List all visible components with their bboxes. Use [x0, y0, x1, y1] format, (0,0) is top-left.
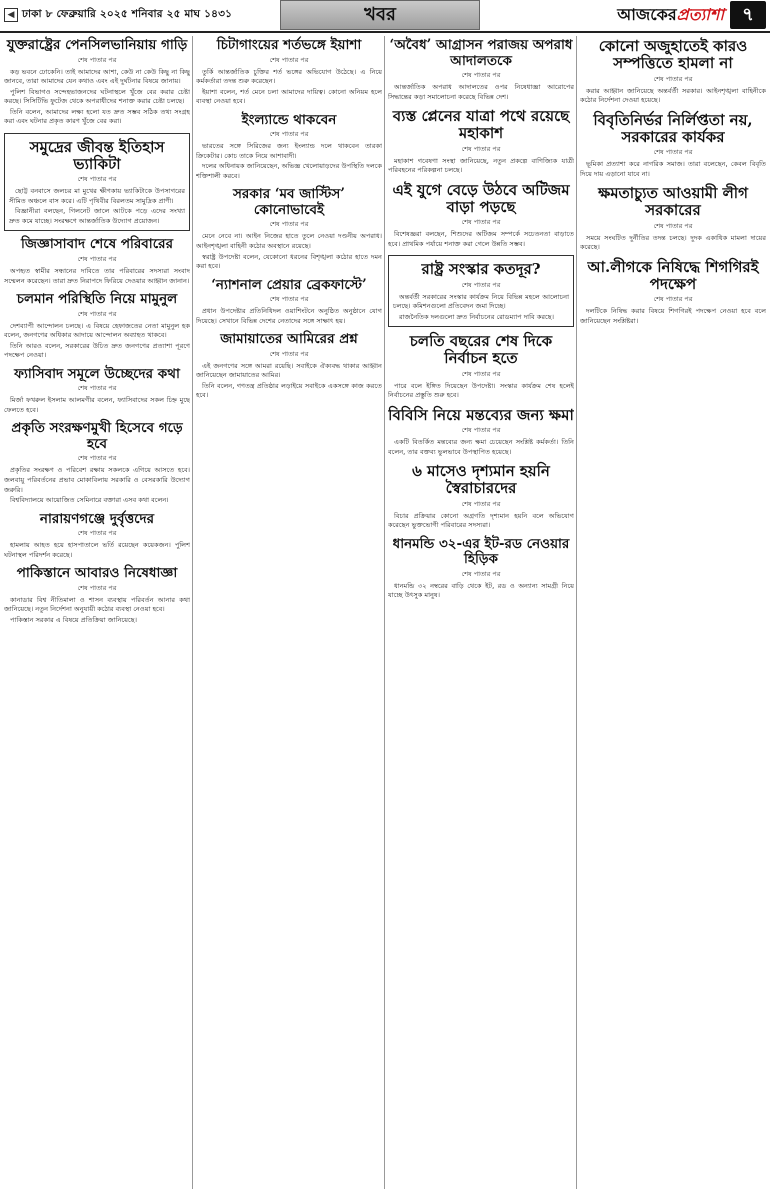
continued-label: শেষ পাতার পর — [461, 569, 501, 578]
article-paragraph: স্বরাষ্ট্র উপদেষ্টা বলেন, যেকোনো ধরনের বিশৃঙ্খলা কঠোর হাতে দমন করা হবে। — [196, 252, 382, 271]
article-body — [388, 157, 574, 176]
article — [388, 182, 574, 250]
article-paragraph: এই জনগণের সঙ্গে আমরা রয়েছি। সবাইকে ঐক্যবদ্ধ থাকার আহ্বান জানিয়েছেন জামায়াতের আমির। — [196, 361, 382, 380]
continued-label: শেষ পাতার পর — [77, 255, 117, 263]
column-2 — [196, 36, 382, 1189]
article — [4, 133, 190, 232]
article-paragraph: কড় ভবনে ঢোকেনি। তাই আমাদের আশা, কেউ না কেউ কিছু না কিছু জানবে, তারা আমাদের যেন কথাও এবং এই দুর্ঘটনার বিষয়ে জানায়। — [4, 67, 190, 86]
article-body — [4, 541, 190, 560]
article-paragraph: মেনে নেবে না। আইন নিজের হাতে তুলে নেওয়া দণ্ডনীয় অপরাধ। আইনশৃঙ্খলা বাহিনী কঠোর অবস্থানে রয়েছে। — [196, 232, 382, 250]
continued-label: শেষ পাতার পর — [461, 426, 501, 435]
article-paragraph: অপহৃত স্বামীর সন্ধানের দাবিতে তার পরিবারের সদস্যরা সংবাদ সম্মেলন করেছেন। তারা দ্রুত নিরাপদে ফিরিয়ে দেওয়ার আহ্বান জানান। — [4, 267, 190, 285]
article-paragraph: প্রকৃতির সংরক্ষণ ও পরিবেশ রক্ষায় সকলকে এগিয়ে আসতে হবে। জলবায়ু পরিবর্তনের প্রভাব মোকাবিলায় সরকারি ও বেসরকারি উদ্যোগ জরুরি। — [4, 466, 190, 494]
article-paragraph: পাকিস্তান সরকার এ বিষয়ে প্রতিক্রিয়া জানিয়েছে। — [10, 615, 137, 624]
article-paragraph: বিজ্ঞানীরা বলছেন, গিলনেট জালে আটকে পড়ে এদের সংখ্যা দ্রুত কমে যাচ্ছে। সংরক্ষণে আন্তর্জাতিক উদ্যোগ প্রয়োজন। — [9, 207, 185, 225]
article — [196, 187, 382, 271]
article — [580, 259, 766, 327]
column-1 — [4, 36, 190, 1189]
article — [196, 38, 382, 107]
column-divider — [384, 36, 385, 1189]
article-headline: ব্যস্ত প্লেনের যাত্রা পথে রয়েছে মহাকাশ — [392, 107, 570, 143]
article-body — [4, 396, 190, 415]
article-headline: নারায়ণগঞ্জে দুর্বৃত্তদের — [39, 510, 155, 527]
article-headline: চলতি বছরের শেষ দিকে নির্বাচন হতে — [409, 332, 553, 368]
continued-label: শেষ পাতার পর — [653, 148, 693, 157]
article-headline: কোনো অজুহাতেই কারও সম্পত্তিতে হামলা না — [598, 37, 748, 73]
article-headline: পাকিস্তানে আবারও নিষেধাজ্ঞা — [16, 565, 178, 582]
article — [388, 108, 574, 176]
article-headline: চলমান পরিস্থিতি নিয়ে মামুনুল — [16, 291, 178, 308]
article-paragraph: মির্জা ফখরুল ইসলাম আলমগীর বলেন, ফ্যাসিবাদের সকল চিহ্ন মুছে ফেলতে হবে। — [4, 396, 190, 414]
continued-label: শেষ পাতার পর — [461, 499, 501, 508]
article — [196, 278, 382, 327]
continued-label: শেষ পাতার পর — [77, 55, 117, 64]
continued-label: শেষ পাতার পর — [653, 295, 693, 304]
article — [388, 333, 574, 401]
article-body — [388, 83, 574, 102]
article-body — [393, 293, 569, 323]
article-paragraph: পুলিশ বিভাগও সন্দেহভাজনদের ঘটনাস্থলে খুঁজে বের করার চেষ্টা করছে। সিসিটিভি ফুটেজ থেকে অপরাধীদের শনাক্ত করার চেষ্টা চলছে। — [4, 87, 190, 106]
article-headline: প্রকৃতি সংরক্ষণমুখী হিসেবে গড়ে হবে — [11, 420, 183, 452]
article — [580, 185, 766, 253]
article-body — [388, 582, 574, 601]
article-paragraph: প্রধান উপদেষ্টার প্রতিনিধিদল ওয়াশিংটনে অনুষ্ঠিত অনুষ্ঠানে যোগ দিয়েছে। সেখানে বিভিন্ন দেশের নেতাদের সঙ্গে সাক্ষাৎ হয়। — [196, 307, 382, 325]
article-paragraph: বিশ্ববিদ্যালয়ে আয়োজিত সেমিনারে বক্তারা এসব কথা বলেন। — [10, 496, 169, 505]
continued-label: শেষ পাতার পর — [77, 309, 117, 318]
article-paragraph: সময়ে সংঘটিত দুর্নীতির তদন্ত চলছে। দুদক একাধিক মামলা দায়ের করেছে। — [580, 233, 766, 252]
article-body — [9, 187, 185, 226]
article-headline: ধানমন্ডি ৩২-এর ইট-রড নেওয়ার হিড়িক — [392, 535, 570, 568]
continued-label: শেষ পাতার পর — [269, 295, 309, 304]
article — [4, 566, 190, 625]
article-headline: আ.লীগকে নিষিদ্ধে শিগগিরই পদক্ষেপ — [587, 257, 759, 294]
continued-label: শেষ পাতার পর — [269, 55, 309, 64]
article-paragraph: ধানমন্ডি ৩২ নম্বরের বাড়ি থেকে ইট, রড ও অন্যান্য সামগ্রী নিয়ে যাচ্ছে উৎসুক মানুষ। — [388, 581, 574, 600]
article-paragraph: একটি বিতর্কিত মন্তব্যের জন্য ক্ষমা চেয়েছেন সংশ্লিষ্ট কর্মকর্তা। তিনি বলেন, তার বক্তব্য ভুলভাবে উপস্থাপিত হয়েছে। — [388, 438, 574, 456]
article-headline: জিজ্ঞাসাবাদ শেষে পরিবারের — [20, 236, 174, 253]
article-headline: যুক্তরাষ্ট্রের পেনসিলভানিয়ায় গাড়ি — [6, 37, 188, 53]
article-headline: চিটাগাংয়ের শর্তভঙ্গে ইয়াশা — [216, 37, 362, 53]
continued-label: শেষ পাতার পর — [77, 175, 117, 184]
continued-label: শেষ পাতার পর — [269, 220, 309, 229]
article-paragraph: রাজনৈতিক দলগুলো দ্রুত নির্বাচনের রোডম্যাপ দাবি করছে। — [399, 312, 554, 321]
column-divider — [576, 36, 577, 1189]
continued-label: শেষ পাতার পর — [77, 454, 117, 463]
article-headline: ফ্যাসিবাদ সমূলে উচ্ছেদের কথা — [14, 365, 180, 382]
article — [388, 537, 574, 601]
article-paragraph: হামলায় আহত হয়ে হাসপাতালে ভর্তি রয়েছেন কয়েকজন। পুলিশ ঘটনাস্থল পরিদর্শন করেছে। — [4, 541, 190, 559]
continued-label: শেষ পাতার পর — [461, 218, 501, 227]
prev-page-arrow-icon: ◀ — [4, 8, 18, 22]
continued-label: শেষ পাতার পর — [461, 144, 501, 153]
article-paragraph: বিচার প্রক্রিয়ার কোনো অগ্রগতি দৃশ্যমান হয়নি বলে অভিযোগ করেছেন ভুক্তভোগী পরিবারের সদস্যরা। — [388, 511, 574, 530]
article-paragraph: ভারতের সঙ্গে সিরিজের জন্য ইংল্যান্ড দলে থাকবেন তারকা ক্রিকেটার। কোচ তাকে নিয়ে আশাবাদী। — [196, 142, 382, 160]
article-body — [196, 68, 382, 107]
article-paragraph: ছোট্ট বনবাসে জলচর মা মুখের ক্ষীণকায় ভ্যাকিটাকে উপসাগরের সীমিত অঞ্চলে বাস করে। এটি পৃথিবীর বিরলতম সামুদ্রিক প্রাণী। — [9, 187, 185, 205]
article-headline: সরকার ‘মব জাস্টিস’ কোনোভাবেই — [233, 186, 345, 218]
article-headline: জামায়াতের আমিরের প্রশ্ন — [220, 331, 358, 348]
article-body — [196, 307, 382, 326]
article-paragraph: তিনি আরও বলেন, সরকারের উচিত দ্রুত জনগণের প্রত্যাশা পূরণে পদক্ষেপ নেওয়া। — [4, 341, 190, 360]
article — [388, 38, 574, 102]
column-3 — [388, 36, 574, 1189]
article-paragraph: মহাকাশ গবেষণা সংস্থা জানিয়েছে, নতুন প্রকল্পে বাণিজ্যিক যাত্রী পরিবহনের পরিকল্পনা চলছে। — [388, 156, 574, 175]
column-divider — [192, 36, 193, 1189]
article-paragraph: পারে বলে ইঙ্গিত দিয়েছেন উপদেষ্টা। সংস্কার কার্যক্রম শেষ হলেই নির্বাচনের প্রস্তুতি শুরু হবে। — [388, 381, 574, 400]
article-headline: ‘অবৈধ’ আগ্রাসন পরাজয় অপরাধ আদালতকে — [389, 37, 573, 69]
article — [196, 332, 382, 401]
article-headline: ক্ষমতাচ্যুত আওয়ামী লীগ সরকারের — [598, 184, 748, 220]
article-body — [388, 382, 574, 401]
article-headline: ৬ মাসেও দৃশ্যমান হয়নি স্বৈরাচারদের — [412, 462, 550, 498]
continued-label: শেষ পাতার পর — [461, 280, 501, 289]
dateline: ঢাকা ৮ ফেব্রুয়ারি ২০২৫ শনিবার ২৫ মাঘ ১৪৩১ — [22, 7, 233, 20]
article — [4, 292, 190, 361]
article-body — [196, 362, 382, 401]
column-4 — [580, 36, 766, 1189]
article-body — [4, 466, 190, 505]
article — [4, 237, 190, 286]
article-paragraph: তিনি বলেন, গণতন্ত্র প্রতিষ্ঠার লড়াইয়ে সবাইকে একসঙ্গে কাজ করতে হবে। — [196, 381, 382, 400]
article-body — [388, 230, 574, 249]
continued-label: শেষ পাতার পর — [77, 529, 117, 538]
article-body — [388, 512, 574, 531]
article — [196, 113, 382, 182]
article-headline: সমুদ্রের জীবন্ত ইতিহাস ভ্যাকিটা — [29, 137, 165, 174]
article-paragraph: ভূমিকা প্রত্যাশা করে নাগরিক সমাজ। তারা বলেছেন, কেবল বিবৃতি দিয়ে দায় এড়ানো যাবে না। — [580, 160, 766, 178]
article — [388, 255, 574, 327]
article — [388, 407, 574, 457]
article-paragraph: আন্তর্জাতিক অপরাধ আদালতের ওপর নিষেধাজ্ঞা আরোপের সিদ্ধান্তের কড়া সমালোচনা করেছে বিভিন্ন দেশ। — [388, 83, 574, 101]
article-body — [580, 307, 766, 326]
article-headline: বিবৃতিনির্ভর নির্লিপ্ততা নয়, সরকারের কার্যকর — [593, 110, 753, 146]
article-paragraph: তিনি বলেন, আমাদের লক্ষ্য হলো যত দ্রুত সম্ভব সঠিক তথ্য সংগ্রহ করা এবং ঘটনার প্রকৃত কারণ খুঁজে বের করা। — [4, 107, 190, 126]
masthead-rule — [0, 31, 770, 33]
masthead — [0, 0, 770, 30]
article-body — [388, 438, 574, 457]
brand-logo — [617, 2, 724, 29]
article-headline: রাষ্ট্র সংস্কার কতদূর? — [421, 260, 541, 279]
article-headline: ‘ন্যাশনাল প্রেয়ার ব্রেকফাস্টে’ — [211, 276, 367, 293]
article-paragraph: দলটিকে নিষিদ্ধ করার বিষয়ে শিগগিরই পদক্ষেপ নেওয়া হবে বলে জানিয়েছেন সংশ্লিষ্টরা। — [580, 307, 766, 325]
article-headline: এই যুগে বেড়ে উঠবে অটিজম বাড়া পড়ছে — [392, 180, 570, 216]
article-headline: ইংল্যান্ডে থাকবেন — [241, 111, 337, 128]
article-body — [196, 232, 382, 271]
article-paragraph: দলের অধিনায়ক জানিয়েছেন, অভিজ্ঞ খেলোয়াড়দের উপস্থিতি দলকে শক্তিশালী করবে। — [196, 162, 382, 180]
article — [4, 38, 190, 127]
brand-part1: আজকের — [617, 4, 677, 24]
article-body — [196, 142, 382, 181]
page-number: ৭ — [730, 1, 766, 29]
section-banner: খবর — [280, 0, 480, 30]
article-paragraph: করার আহ্বান জানিয়েছে অন্তর্বর্তী সরকার। আইনশৃঙ্খলা বাহিনীকে কঠোর নির্দেশনা দেওয়া হয়েছে। — [580, 86, 766, 105]
article-paragraph: বিশেষজ্ঞরা বলছেন, শিশুদের অটিজম সম্পর্কে সচেতনতা বাড়াতে হবে। প্রাথমিক পর্যায়ে শনাক্ত করা গেলে উন্নতি সম্ভব। — [388, 230, 574, 248]
continued-label: শেষ পাতার পর — [653, 74, 693, 83]
article-paragraph: অন্তর্বর্তী সরকারের সংস্কার কার্যক্রম নিয়ে বিভিন্ন মহলে আলোচনা চলছে। কমিশনগুলো প্রতিবেদন জমা দিচ্ছে। — [393, 292, 569, 311]
brand-part2: প্রত্যাশা — [676, 4, 724, 24]
article-body — [4, 322, 190, 361]
continued-label: শেষ পাতার পর — [77, 384, 117, 393]
article-paragraph: তুর্কি আন্তর্জাতিক চুক্তির শর্ত ভঙ্গের অভিযোগ উঠেছে। এ নিয়ে কর্মকর্তারা তদন্ত শুরু করেছেন। — [196, 67, 382, 86]
continued-label: শেষ পাতার পর — [269, 349, 309, 358]
article — [580, 112, 766, 180]
article-body — [580, 234, 766, 253]
article-paragraph: ইয়াশা বলেন, শর্ত মেনে চলা আমাদের দায়িত্ব। কোনো অনিয়ম হলে ব্যবস্থা নেওয়া হবে। — [196, 87, 382, 106]
masthead-right — [480, 0, 770, 30]
article-body — [580, 87, 766, 106]
article — [4, 367, 190, 416]
article-body — [580, 160, 766, 179]
masthead-left — [0, 0, 280, 30]
continued-label: শেষ পাতার পর — [77, 583, 117, 592]
article-headline: বিবিসি নিয়ে মন্তব্যের জন্য ক্ষমা — [388, 405, 574, 424]
article-body — [4, 68, 190, 127]
continued-label: শেষ পাতার পর — [461, 369, 501, 378]
article-paragraph: কানাডার বিশ্ব নীতিমালা ও শাসন ব্যবস্থায় পরিবর্তন আনার কথা জানিয়েছে। নতুন নির্দেশনা অনুযায়ী কঠোর ব্যবস্থা নেওয়া হবে। — [4, 595, 190, 614]
continued-label: শেষ পাতার পর — [461, 71, 501, 80]
continued-label: শেষ পাতার পর — [269, 130, 309, 139]
article — [580, 38, 766, 106]
article — [4, 512, 190, 561]
article — [4, 421, 190, 505]
continued-label: শেষ পাতার পর — [653, 221, 693, 230]
article-body — [4, 596, 190, 626]
article — [388, 463, 574, 531]
article-paragraph: দেশব্যাপী আন্দোলন চলছে। এ বিষয়ে হেফাজতের নেতা মামুনুল হক বলেন, জনগণের অধিকার আদায়ে আন্দোলন অব্যাহত থাকবে। — [4, 321, 190, 340]
article-body — [4, 267, 190, 286]
